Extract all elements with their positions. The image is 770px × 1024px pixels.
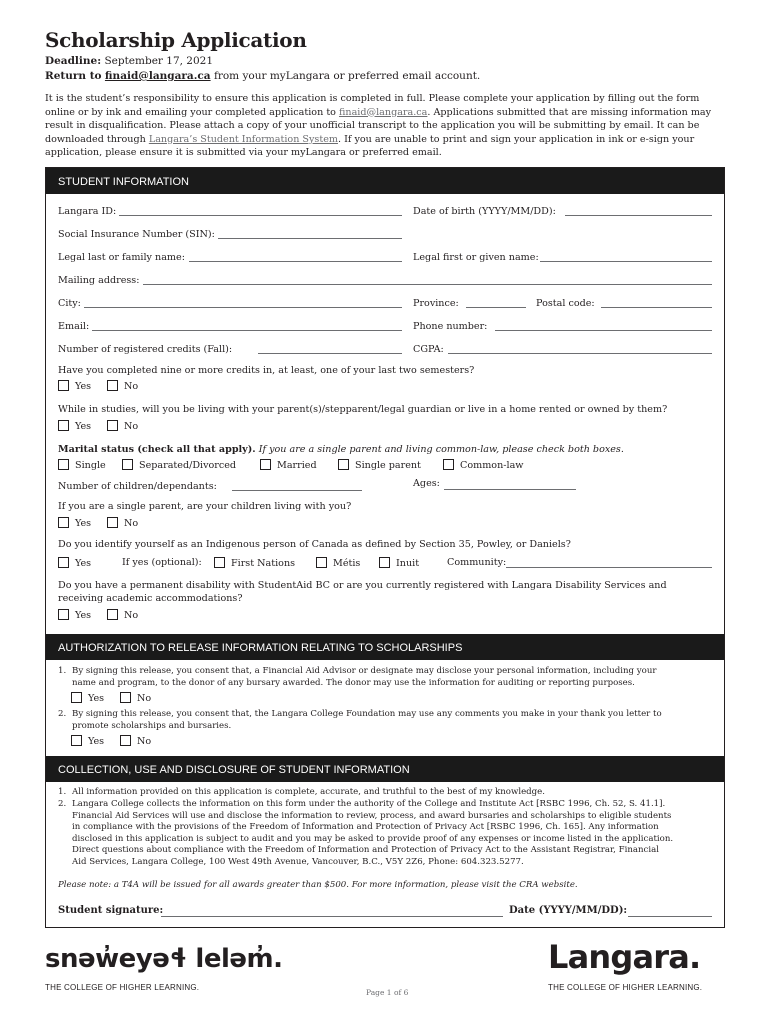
- checkbox[interactable]: [107, 420, 118, 431]
- indigenous-name-logo: snəw̓eyəɬ leləm̓.: [45, 944, 283, 974]
- indigenous-first-nations[interactable]: [214, 557, 295, 569]
- intro-email-link[interactable]: finaid@langara.ca: [339, 106, 428, 118]
- q-nine-credits: Have you completed nine or more credits in, at least, one of your last two semesters?: [58, 365, 475, 376]
- option-label: Separated/Divorced: [139, 460, 237, 471]
- collection-heading: COLLECTION, USE AND DISCLOSURE OF STUDENT INFORMATION: [46, 756, 724, 782]
- checkbox[interactable]: [58, 517, 69, 528]
- option-label: Métis: [333, 558, 361, 569]
- postal-code-field[interactable]: [601, 307, 712, 308]
- checkbox[interactable]: [379, 557, 390, 568]
- return-label: Return to: [45, 70, 102, 82]
- collection-item-1: [58, 787, 718, 799]
- yes-label: Yes: [75, 381, 92, 392]
- ages-label: Ages:: [413, 478, 440, 489]
- auth-item2-line1: By signing this release, you consent that, the Langara College Foundation may use any comments you make in your thank you letter to: [72, 709, 662, 719]
- phone-field[interactable]: [495, 330, 712, 331]
- collection-item2-line: in compliance with the provisions of the Freedom of Information and Protection of Privacy Act [RSBC 1996, Ch. 165]. Any information: [72, 822, 659, 833]
- langara-id-field[interactable]: [119, 215, 402, 216]
- indigenous-inuit[interactable]: [379, 557, 419, 569]
- checkbox[interactable]: [71, 692, 82, 703]
- option-label: Inuit: [396, 558, 420, 569]
- mailing-address-label: Mailing address:: [58, 275, 140, 286]
- auth-item1-line2: name and program, to the donor of any bursary awarded. The donor may use the information for auditing or reporting purposes.: [72, 677, 635, 688]
- intro-part1: It is the student’s responsibility to ensure this application is completed in full. Please complete your application by filling out the form online or by ink and emailing your completed application to: [45, 93, 700, 118]
- checkbox[interactable]: [107, 609, 118, 620]
- auth2-no[interactable]: [120, 735, 151, 747]
- credits-field[interactable]: [258, 353, 402, 354]
- nine-credits-yes[interactable]: [58, 380, 91, 392]
- community-field[interactable]: [506, 567, 712, 568]
- authorization-item-1: [58, 666, 718, 690]
- checkbox[interactable]: [120, 692, 131, 703]
- item-number: 2.: [58, 709, 67, 719]
- marital-common-law[interactable]: [443, 459, 524, 471]
- email-field[interactable]: [92, 330, 402, 331]
- children-label: Number of children/dependants:: [58, 481, 217, 492]
- checkbox[interactable]: [58, 609, 69, 620]
- province-field[interactable]: [466, 307, 526, 308]
- authorization-heading: AUTHORIZATION TO RELEASE INFORMATION RELATING TO SCHOLARSHIPS: [46, 634, 724, 660]
- checkbox[interactable]: [58, 557, 69, 568]
- q-disability-line1: Do you have a permanent disability with StudentAid BC or are you currently registered with Langara Disability Services and: [58, 580, 667, 591]
- auth-item2-line2: promote scholarships and bursaries.: [72, 720, 232, 731]
- page-title: Scholarship Application: [45, 28, 307, 52]
- authorization-item-2: [58, 709, 718, 733]
- checkbox[interactable]: [260, 459, 271, 470]
- option-label: Married: [277, 460, 317, 471]
- cgpa-label: CGPA:: [413, 344, 444, 355]
- checkbox[interactable]: [214, 557, 225, 568]
- indigenous-yes[interactable]: [58, 557, 91, 569]
- marital-status: [58, 444, 624, 455]
- auth1-no[interactable]: [120, 692, 151, 704]
- children-live-no[interactable]: [107, 517, 138, 529]
- sin-field[interactable]: [218, 238, 402, 239]
- yes-label: Yes: [75, 518, 92, 529]
- collection-item2-line: Direct questions about compliance with the Freedom of Information and Protection of Privacy Act to the Assistant Registrar, Financial: [72, 845, 659, 856]
- signature-date-field[interactable]: [628, 916, 712, 917]
- no-label: No: [137, 736, 152, 747]
- city-label: City:: [58, 298, 81, 309]
- mailing-address-field[interactable]: [143, 284, 712, 285]
- yes-label: Yes: [75, 421, 92, 432]
- first-name-field[interactable]: [540, 261, 712, 262]
- application-form: [45, 167, 725, 928]
- phone-label: Phone number:: [413, 321, 488, 332]
- page-number: Page 1 of 6: [366, 988, 409, 997]
- credits-label: Number of registered credits (Fall):: [58, 344, 233, 355]
- city-field[interactable]: [84, 307, 402, 308]
- marital-single[interactable]: [58, 459, 106, 471]
- student-info-heading: STUDENT INFORMATION: [46, 168, 724, 194]
- deadline: [45, 55, 213, 67]
- checkbox[interactable]: [107, 380, 118, 391]
- indigenous-if-yes: If yes (optional):: [122, 557, 202, 568]
- option-label: First Nations: [231, 558, 296, 569]
- checkbox[interactable]: [338, 459, 349, 470]
- q-children-live: If you are a single parent, are your children living with you?: [58, 501, 352, 512]
- collection-item2-line: Financial Aid Services will use and disclose the information to review, process, and award bursaries and scholarships to eligible students: [72, 810, 672, 821]
- option-label: Single parent: [355, 460, 421, 471]
- auth-item1-line1: By signing this release, you consent that, a Financial Aid Advisor or designate may disclose your personal information, including your: [72, 666, 657, 676]
- signature-label: Student signature:: [58, 905, 164, 916]
- marital-note: If you are a single parent and living common-law, please check both boxes.: [258, 444, 624, 455]
- intro-part3: . If you are unable to print and sign your application in ink or e-sign your application, please ensure it is submitted via your myLangara or preferred email.: [45, 133, 695, 159]
- t4a-note: Please note: a T4A will be issued for all awards greater than $500. For more information, please visit the CRA website.: [58, 880, 578, 890]
- langara-logo: Langara.: [548, 938, 701, 976]
- item-number: 1.: [58, 666, 67, 676]
- first-name-label: Legal first or given name:: [413, 252, 539, 263]
- marital-single-parent[interactable]: [338, 459, 421, 471]
- cgpa-field[interactable]: [448, 353, 712, 354]
- sin-label: Social Insurance Number (SIN):: [58, 229, 215, 240]
- checkbox[interactable]: [122, 459, 133, 470]
- living-no[interactable]: [107, 420, 138, 432]
- q-disability-line2: receiving academic accommodations?: [58, 593, 243, 604]
- postal-code-label: Postal code:: [536, 298, 595, 309]
- province-label: Province:: [413, 298, 459, 309]
- signature-date-label: Date (YYYY/MM/DD):: [509, 905, 628, 916]
- collection-item1-text: All information provided on this application is complete, accurate, and truthful to the best of my knowledge.: [72, 787, 545, 797]
- living-yes[interactable]: [58, 420, 91, 432]
- last-name-label: Legal last or family name:: [58, 252, 185, 263]
- no-label: No: [124, 610, 139, 621]
- marital-separated[interactable]: [122, 459, 236, 471]
- yes-label: Yes: [88, 736, 105, 747]
- children-field[interactable]: [232, 490, 362, 491]
- deadline-label: Deadline:: [45, 55, 102, 67]
- checkbox[interactable]: [58, 380, 69, 391]
- yes-label: Yes: [75, 610, 92, 621]
- return-email-link[interactable]: finaid@langara.ca: [104, 70, 211, 82]
- option-label: Single: [75, 460, 106, 471]
- auth2-yes[interactable]: [71, 735, 104, 747]
- no-label: No: [124, 518, 139, 529]
- last-name-field[interactable]: [189, 261, 402, 262]
- return-rest: from your myLangara or preferred email account.: [213, 70, 481, 82]
- dob-field[interactable]: [565, 215, 712, 216]
- return-instructions: [45, 70, 480, 82]
- disability-no[interactable]: [107, 609, 138, 621]
- deadline-value: September 17, 2021: [104, 55, 214, 67]
- dob-label: Date of birth (YYYY/MM/DD):: [413, 206, 556, 217]
- yes-label: Yes: [75, 558, 92, 569]
- auth1-yes[interactable]: [71, 692, 104, 704]
- collection-item-2: [58, 799, 718, 871]
- no-label: No: [124, 381, 139, 392]
- right-tagline: THE COLLEGE OF HIGHER LEARNING.: [548, 983, 703, 992]
- marital-married[interactable]: [260, 459, 317, 471]
- intro-part2: . Applications submitted that are missing information may result in disqualification. Please attach a copy of your unofficial transcript to the application you will be submitting by email. It can be downloaded through: [45, 106, 712, 145]
- marital-label: Marital status (check all that apply).: [58, 444, 256, 455]
- checkbox[interactable]: [58, 420, 69, 431]
- checkbox[interactable]: [58, 459, 69, 470]
- signature-field[interactable]: [161, 916, 503, 917]
- children-live-yes[interactable]: [58, 517, 91, 529]
- q-living: While in studies, will you be living with your parent(s)/stepparent/legal guardian or live in a home rented or owned by them?: [58, 404, 668, 415]
- yes-label: Yes: [88, 693, 105, 704]
- community-label: Community:: [447, 557, 507, 568]
- collection-item2-line: Langara College collects the information on this form under the authority of the College and Institute Act [RSBC 1996, Ch. 52, S. 41.1].: [72, 799, 666, 809]
- ages-field[interactable]: [444, 489, 576, 490]
- checkbox[interactable]: [120, 735, 131, 746]
- option-label: Common-law: [460, 460, 524, 471]
- indigenous-metis[interactable]: [316, 557, 360, 569]
- no-label: No: [137, 693, 152, 704]
- nine-credits-no[interactable]: [107, 380, 138, 392]
- email-label: Email:: [58, 321, 90, 332]
- checkbox[interactable]: [316, 557, 327, 568]
- checkbox[interactable]: [107, 517, 118, 528]
- collection-item2-line: disclosed in this application is subject to audit and you may be asked to provide proof of any expenses or income listed in the application.: [72, 833, 674, 844]
- checkbox[interactable]: [443, 459, 454, 470]
- no-label: No: [124, 421, 139, 432]
- langara-id-label: Langara ID:: [58, 206, 117, 217]
- q-indigenous: Do you identify yourself as an Indigenous person of Canada as defined by Section 35, Powley, or Daniels?: [58, 539, 571, 550]
- checkbox[interactable]: [71, 735, 82, 746]
- sis-link[interactable]: Langara’s Student Information System: [148, 133, 338, 145]
- left-tagline: THE COLLEGE OF HIGHER LEARNING.: [45, 983, 200, 992]
- collection-item2-line: Aid Services, Langara College, 100 West 49th Avenue, Vancouver, B.C., V5Y 2Z6, Phone: 604.323.5277.: [72, 857, 524, 867]
- intro-paragraph: [45, 92, 725, 160]
- disability-yes[interactable]: [58, 609, 91, 621]
- item-number: 1.: [58, 787, 67, 797]
- item-number: 2.: [58, 799, 67, 809]
